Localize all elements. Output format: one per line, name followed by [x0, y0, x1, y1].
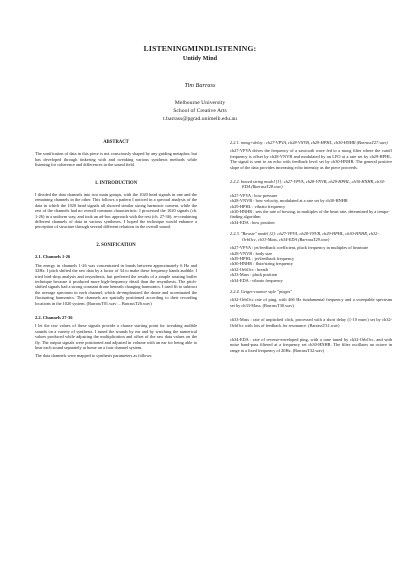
affiliation-university: Melbourne University: [174, 100, 226, 106]
bowed-mapping-line: ch30-HNHR : sets the rate of bowing, in multiples of the heart rate, determined by a tempo-finding algorithm: [230, 209, 390, 220]
section-2-2-3-heading: 2.2.3. "Bowsie" model [2]: ch27-VPVA, ch28-VNVB, ch29-HPHL, ch30-HNHR, ch32-OrbOcc, ch33-Mass, ch34-EDA (BarrassT29.wav): [230, 231, 379, 242]
section-2-2-heading: 2.2. Channels 27-36: [35, 314, 73, 320]
affiliation-email: t.barrass@pgrad.unimelb.edu.au: [163, 116, 237, 123]
bowsie-mapping-line: ch32-OrbOcc : breath: [230, 266, 268, 272]
section-2-1-text: The energy in channels 1-26 was concentrated in bands between approximately 6 Hz and 32Hz. I pitch shifted the raw data by a factor of 34 to make these frequency bands audible. I tried bird-drop analysis and resynthesis, but preferred the results of a simple rotating buffer technique because it produced more high-frequency detail than the resynthesis. The pitch-shifted signals had a strong constant drone beneath changing harmonics. I used fft to subtract the average spectrum in each channel, which de-emphasised the drone and accentuated the fluctuating harmonics. The channels are spatially positioned according to their recording locations in the 1020 system. (BarrassT01.wav ... BarrassT26.wav): [35, 262, 197, 306]
bowed-mapping-line: ch34-EDA : bow position: [230, 219, 275, 225]
left-column: [35, 140, 197, 362]
bowsie-mapping-line: ch28-VNVB : body size: [230, 250, 273, 256]
section-2-2-2-heading: 2.2.2. bowed string model [1]: ch27-VPVA, ch28-VNVB, ch29-HPHL, ch30-HNHR, ch34-EDA (BarrassT28.wav): [230, 179, 386, 190]
section-2-2-text-2: The data channels were mapped to synthesis parameters as follows:: [35, 353, 153, 359]
bowsie-mapping-line: ch27-VPVA : jet/feedback coefficient, pluck frequency in multiples of heartrate: [230, 245, 369, 251]
right-column: [230, 140, 392, 356]
affiliation-school: School of Creative Arts: [173, 108, 227, 115]
introduction-text: I divided the data channels into two main groups, with the 1020 head signals in one and the remaining channels in the other. This follows a pattern I noticed in a spectral analysis of the data in which the 1020 head signals all showed similar strong harmonic content, while the rest of the channels had no overall common characteristic. I processed the 1020 signals (ch. 1-26) in a uniform way, and took an ad-hoc approach with the rest (ch. 27-36), re-combining different channels of data in various syntheses. I hoped the technique would enhance a perception of structure through several different relations in the overall sound.: [35, 192, 197, 230]
bowed-mapping-line: ch28-VNVB : bow velocity, modulated at a rate set by ch30-HNHR: [230, 198, 348, 204]
section-2-2-1-text: ch27-VPVA drives the frequency of a sawtooth wave fed to a moog filter where the cutoff frequency is offset by ch28-VNVB and modulated by an LFO at a rate set by ch29-HPHL. The signal is sent to an echo with feedback level set by ch30-HNHR. The general positive slope of the data provides increasing echo intensity as the piece proceeds.: [230, 148, 392, 170]
sonification-heading: 2. SONIFICATION: [96, 242, 136, 248]
introduction-heading: 1. INTRODUCTION: [94, 180, 138, 186]
section-2-2-4-heading: 2.2.4. Geiger-counter style "pinges": [230, 288, 292, 294]
bowed-mapping-line: ch29-HPHL : vibrato frequency: [230, 203, 286, 209]
section-2-2-4-text-1: ch32-OrbOcc rate of ping, with 466 Hz fundamental frequency and a sweepable spectrum set by ch33-Mass. (BarrassT30.wav): [230, 297, 392, 308]
section-2-2-text: I let the raw values of these signals provide a chance starting point for tweaking audible sounds on a variety of synthesis. I tuned the sounds by ear and by watching the numerical values produced while adjusting the multiplication and offset of the raw data values on the fly. The output signals were positioned and adjusted in volume with an ear for being able to hear each sound separately at home on a four channel system.: [35, 323, 197, 350]
bowsie-mapping-line: ch29-HPHL : jet/feedback frequency: [230, 255, 295, 261]
section-2-2-4-text-3: ch34-EDA : rate of reverse-enveloped ping, with a tone tuned by ch32-OrbOcc, and with noise band-pass filtered at a frequency set ch30-HNHR. The filter oscillates an octave in range at a fixed frequency of 20Hz. (BarrassT32.wav): [230, 336, 392, 353]
section-2-2-1-heading: 2.2.1. moog+delay : ch27-VPVA, ch28-VNVB, ch29-HPHL, ch30-HNHR (BarrassT27.wav): [230, 140, 388, 145]
abstract-heading: ABSTRACT: [103, 140, 129, 145]
author-name: Tim Barrass: [184, 82, 216, 89]
abstract-text: The sonification of data in this piece is not consciously shaped by any guiding metaphor, but has developed through tinkering with and tweaking various synthesis methods while listening for coherence and differences in the sound field.: [35, 151, 197, 168]
section-2-2-4-text-2: ch33-Mass : rate of unpitched click, processed with a short delay (1-10 msec) set by ch32-OrbOcc with lots of feedback for resonance. (BarrassT31.wav): [230, 317, 392, 328]
paper-title: LISTENINGMINDLISTENING:: [143, 44, 257, 53]
bowsie-mapping-line: ch34-EDA : vibrato frequency: [230, 277, 283, 283]
section-2-1-heading: 2.1. Channels 1-26: [35, 254, 71, 260]
bowsie-mapping-line: ch33-Mass : pluck position: [230, 272, 278, 278]
bowed-mapping-line: ch27-VPVA : bow pressure: [230, 192, 278, 198]
paper-subtitle: Untidy Mind: [182, 55, 218, 62]
bowsie-mapping-line: ch30-HNHR : flute/string frequency: [230, 261, 294, 267]
author-affiliation: [0, 99, 400, 124]
